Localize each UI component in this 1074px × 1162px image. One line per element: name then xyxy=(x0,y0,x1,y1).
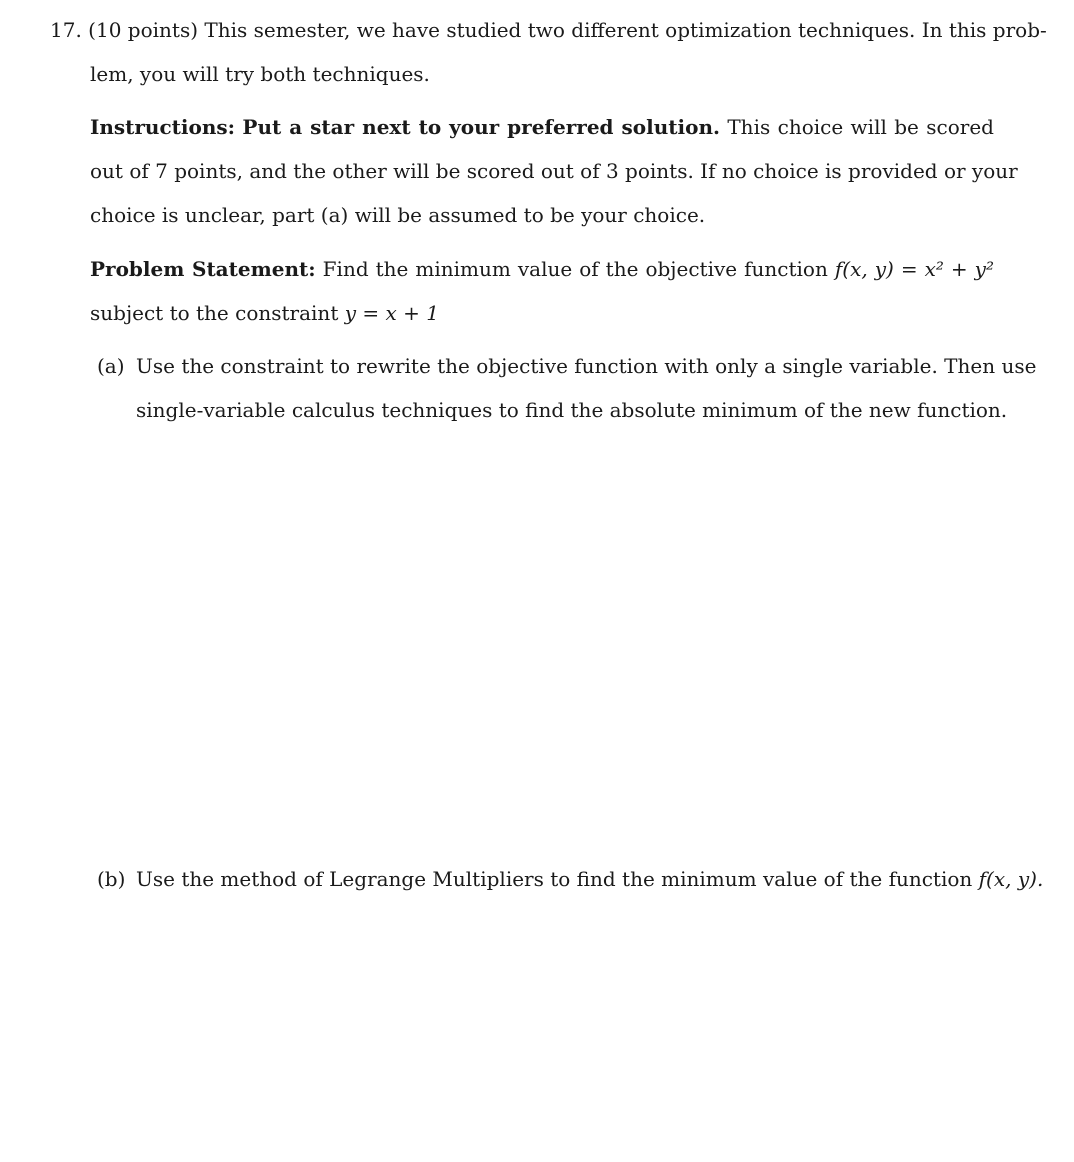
problem-intro-line-2: lem, you will try both techniques. xyxy=(90,62,430,86)
part-b-text: Use the method of Legrange Multipliers to find the minimum value of the function xyxy=(136,867,973,891)
part-b-label: (b) xyxy=(97,867,126,891)
instructions-line-1 xyxy=(90,115,994,139)
instructions-label: Instructions: xyxy=(90,115,236,139)
part-a-line-1: Use the constraint to rewrite the objective function with only a single variable. Then use xyxy=(136,354,1037,378)
problem-intro-text: This semester, we have studied two different optimization techniques. In this prob- xyxy=(204,18,1047,42)
part-b-line xyxy=(136,867,1044,891)
constraint-equation: y = x + 1 xyxy=(344,301,439,325)
part-b-function: f(x, y). xyxy=(978,867,1044,891)
instructions-line-1-rest: This choice will be scored xyxy=(727,115,994,139)
part-a-label: (a) xyxy=(97,354,125,378)
problem-number: 17. xyxy=(50,18,82,42)
objective-function: f(x, y) = x² + y² xyxy=(834,257,994,281)
constraint-text: subject to the constraint xyxy=(90,301,339,325)
part-a-line-2: single-variable calculus techniques to find the absolute minimum of the new function. xyxy=(136,398,1008,422)
instructions-line-3: choice is unclear, part (a) will be assumed to be your choice. xyxy=(90,203,706,227)
problem-intro-line-1 xyxy=(50,18,1047,42)
instructions-line-2: out of 7 points, and the other will be scored out of 3 points. If no choice is provided or your xyxy=(90,159,1018,183)
statement-text: Find the minimum value of the objective function xyxy=(322,257,828,281)
statement-line-2 xyxy=(90,301,994,325)
instructions-emphasis: Put a star next to your preferred solution. xyxy=(242,115,720,139)
statement-label: Problem Statement: xyxy=(90,257,316,281)
problem-points: (10 points) xyxy=(88,18,199,42)
statement-line-1 xyxy=(90,257,994,281)
